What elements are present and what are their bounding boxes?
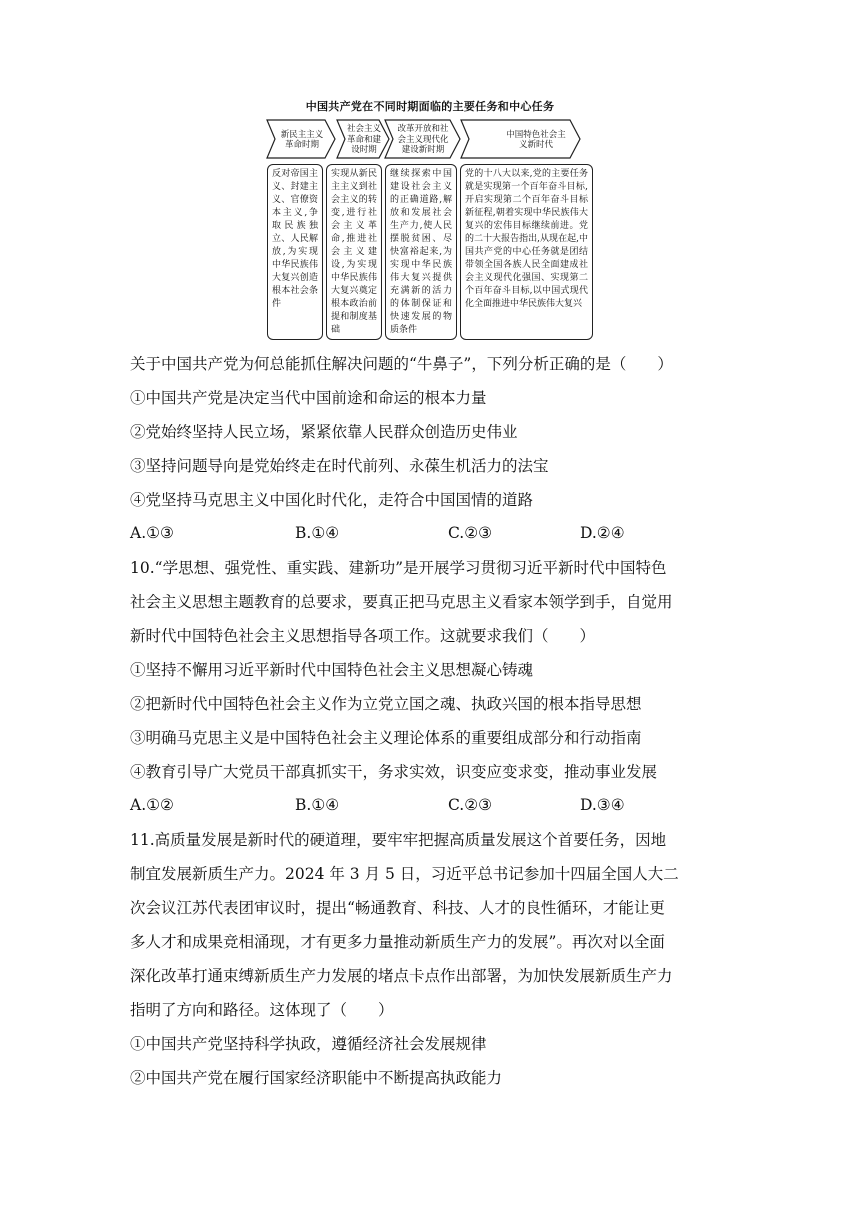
q10-option-c[interactable]: C.②③ [448, 796, 493, 814]
q10-item-4: ④教育引导广大党员干部真抓实干，务求实效，识变应变求变，推动事业发展 [130, 763, 658, 781]
q9-item-2: ②党始终坚持人民立场，紧紧依靠人民群众创造历史伟业 [130, 423, 518, 441]
q10-line-2: 社会主义思想主题教育的总要求，要真正把马克思主义看家本领学到手，自觉用 [130, 593, 673, 611]
period-label-2: 社会主义革命和建设时期 [347, 124, 382, 156]
q9-option-a[interactable]: A.①③ [130, 524, 174, 542]
q11-line-5: 深化改革打通束缚新质生产力发展的堵点卡点作出部署，为加快发展新质生产力 [130, 967, 673, 985]
q9-stem: 关于中国共产党为何总能抓住解决问题的“牛鼻子”，下列分析正确的是（ ） [130, 355, 673, 373]
period-label-3: 改革开放和社会主义现代化建设新时期 [397, 124, 449, 156]
q10-line-1: 10.“学思想、强党性、重实践、建新功”是开展学习贯彻习近平新时代中国特色 [130, 559, 667, 577]
q9-option-b[interactable]: B.①④ [295, 524, 340, 542]
task-box-1: 反对帝国主义、封建主义、官僚资本主义,争取民族独立、人民解放,为实现中华民族伟大复兴创造根本社会条件 [267, 164, 323, 340]
q10-line-3: 新时代中国特色社会主义思想指导各项工作。这就要求我们（ ） [130, 627, 596, 645]
task-box-3: 继续探索中国建设社会主义的正确道路,解放和发展社会生产力,使人民摆脱贫困、尽快富裕起来,为实现中华民族伟大复兴提供充满新的活力的体制保证和快速发展的物质条件 [385, 164, 457, 340]
q10-item-2: ②把新时代中国特色社会主义作为立党立国之魂、执政兴国的根本指导思想 [130, 695, 642, 713]
q10-item-3: ③明确马克思主义是中国特色社会主义理论体系的重要组成部分和行动指南 [130, 729, 642, 747]
q11-line-6: 指明了方向和路径。这体现了（ ） [130, 1001, 394, 1019]
q9-item-1: ①中国共产党是决定当代中国前途和命运的根本力量 [130, 389, 487, 407]
task-box-2: 实现从新民主主义到社会主义的转变,进行社会主义革命,推进社会主义建设,为实现中华民族伟大复兴奠定根本政治前提和制度基础 [326, 164, 382, 340]
q9-option-d[interactable]: D.②④ [580, 524, 625, 542]
q9-item-4: ④党坚持马克思主义中国化时代化，走符合中国国情的道路 [130, 491, 534, 509]
q11-line-4: 多人才和成果竞相涌现，才有更多力量推动新质生产力的发展”。再次对以全面 [130, 933, 665, 951]
q10-options [130, 796, 750, 816]
q11-item-1: ①中国共产党坚持科学执政，遵循经济社会发展规律 [130, 1035, 487, 1053]
q9-option-c[interactable]: C.②③ [448, 524, 493, 542]
q10-item-1: ①坚持不懈用习近平新时代中国特色社会主义思想凝心铸魂 [130, 661, 534, 679]
q11-line-3: 次会议江苏代表团审议时，提出“畅通教育、科技、人才的良性循环，才能让更 [130, 899, 665, 917]
q9-options [130, 524, 750, 544]
q10-option-a[interactable]: A.①② [130, 796, 174, 814]
period-label-1: 新民主主义革命时期 [280, 129, 324, 150]
task-box-4: 党的十八大以来,党的主要任务就是实现第一个百年奋斗目标,开启实现第二个百年奋斗目标新征程,朝着实现中华民族伟大复兴的宏伟目标继续前进。党的二十大报告指出,从现在起,中国共产党的中心任务就是团结带领全国各族人民全面建成社会主义现代化强国、实现第二个百年奋斗目标,以中国式现代化全面推进中华民族伟大复兴 [460, 164, 593, 340]
q11-line-2: 制宜发展新质生产力。2024 年 3 月 5 日，习近平总书记参加十四届全国人大二 [130, 865, 679, 883]
q11-item-2: ②中国共产党在履行国家经济职能中不断提高执政能力 [130, 1069, 503, 1087]
q9-item-3: ③坚持问题导向是党始终走在时代前列、永葆生机活力的法宝 [130, 457, 549, 475]
figure-title: 中国共产党在不同时期面临的主要任务和中心任务 [305, 100, 555, 113]
task-figure [265, 98, 595, 344]
q10-option-d[interactable]: D.③④ [580, 796, 625, 814]
period-label-4: 中国特色社会主义新时代 [506, 129, 566, 150]
q10-option-b[interactable]: B.①④ [295, 796, 340, 814]
q11-line-1: 11.高质量发展是新时代的硬道理，要牢牢把握高质量发展这个首要任务，因地 [130, 831, 667, 849]
